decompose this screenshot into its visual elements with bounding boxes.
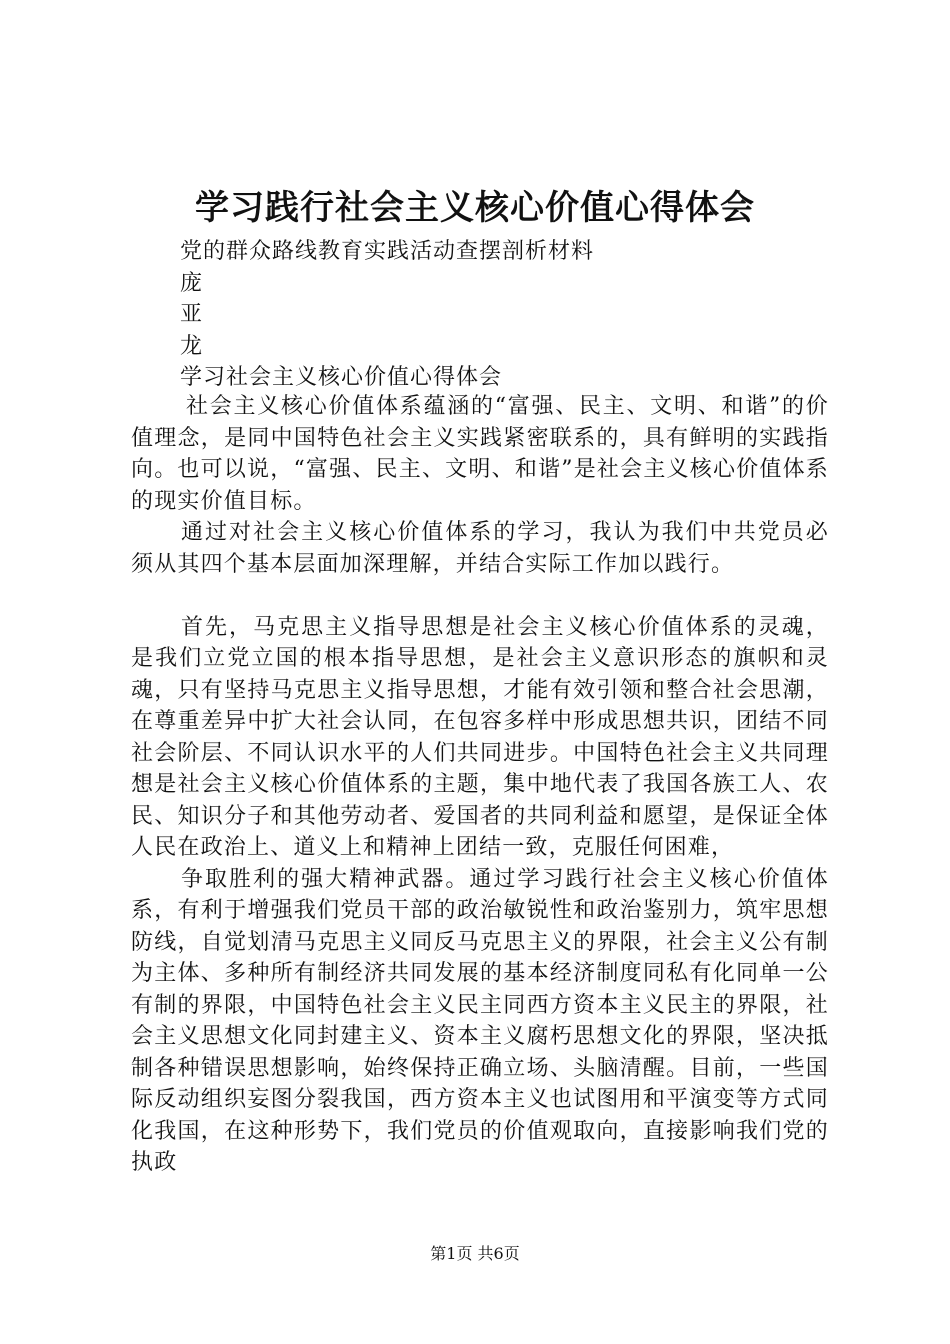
section-heading: 学习社会主义核心价值心得体会 bbox=[180, 365, 503, 390]
author-char: 亚 bbox=[180, 302, 204, 327]
document-body bbox=[131, 391, 829, 1179]
paragraph: 首先，马克思主义指导思想是社会主义核心价值体系的灵魂，是我们立党立国的根本指导思想，是社会主义意识形态的旗帜和灵魂，只有坚持马克思主义指导思想，才能有效引领和整合社会思潮，在尊重差异中扩大社会认同，在包容多样中形成思想共识，团结不同社会阶层、不同认识水平的人们共同进步。中国特色社会主义共同理想是社会主义核心价值体系的主题，集中地代表了我国各族工人、农民、知识分子和其他劳动者、爱国者的共同利益和愿望，是保证全体人民在政治上、道义上和精神上团结一致，克服任何困难， bbox=[131, 614, 829, 860]
page-footer: 第1页 共6页 bbox=[430, 1244, 520, 1263]
author-char: 龙 bbox=[180, 333, 204, 359]
paragraph: 通过对社会主义核心价值体系的学习，我认为我们中共党员必须从其四个基本层面加深理解，并结合实际工作加以践行。 bbox=[131, 520, 829, 577]
author-char: 庞 bbox=[180, 270, 204, 296]
paragraph: 争取胜利的强大精神武器。通过学习践行社会主义核心价值体系，有利于增强我们党员干部的政治敏锐性和政治鉴别力，筑牢思想防线，自觉划清马克思主义同反马克思主义的界限，社会主义公有制为主体、多种所有制经济共同发展的基本经济制度同私有化同单一公有制的界限，中国特色社会主义民主同西方资本主义民主的界限，社会主义思想文化同封建主义、资本主义腐朽思想文化的界限，坚决抵制各种错误思想影响，始终保持正确立场、头脑清醒。目前，一些国际反动组织妄图分裂我国，西方资本主义也试图用和平演变等方式同化我国，在这种形势下，我们党员的价值观取向，直接影响我们党的执政 bbox=[131, 866, 829, 1175]
paragraph: 社会主义核心价值体系蕴涵的“富强、民主、文明、和谐”的价值理念，是同中国特色社会主义实践紧密联系的，具有鲜明的实践指向。也可以说，“富强、民主、文明、和谐”是社会主义核心价值体系的现实价值目标。 bbox=[131, 394, 829, 514]
subtitle: 党的群众路线教育实践活动查摆剖析材料 bbox=[180, 239, 595, 264]
document-meta bbox=[180, 236, 594, 394]
document-title: 学习践行社会主义核心价值心得体会 bbox=[195, 188, 755, 228]
